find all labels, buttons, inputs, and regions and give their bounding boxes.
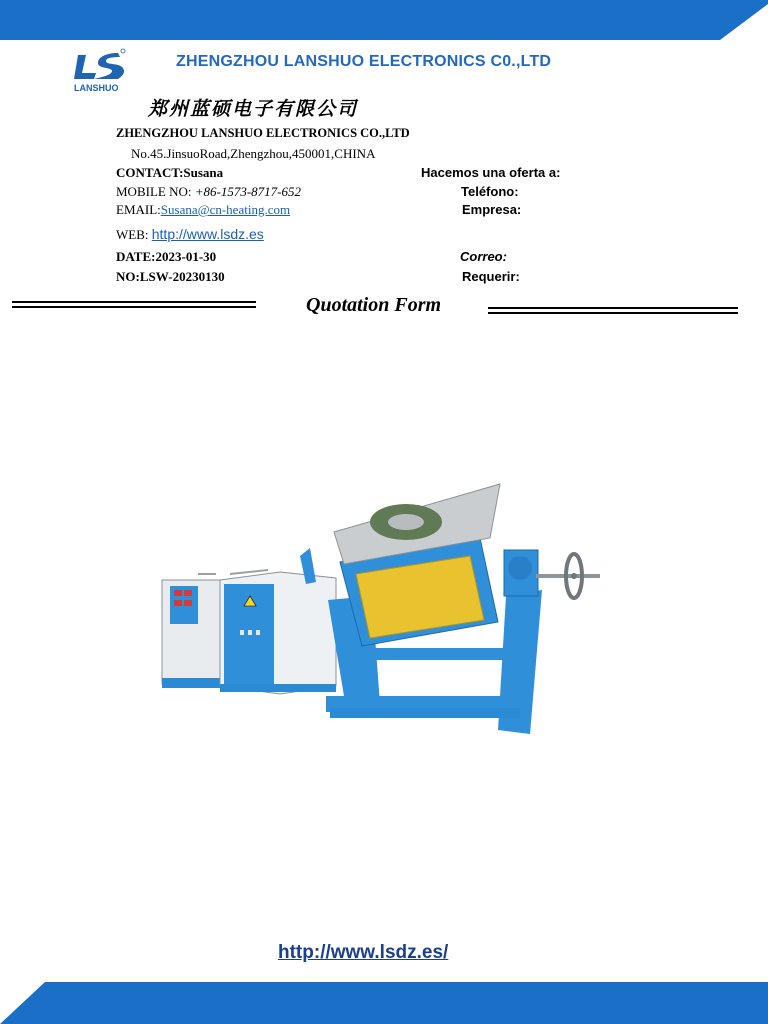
email-row — [116, 202, 290, 218]
date-row — [116, 249, 216, 265]
offer-heading: Hacemos una oferta a: — [421, 165, 561, 180]
title-rule-right-top — [488, 307, 738, 309]
offer-email-label: Correo: — [460, 249, 507, 264]
quotation-form-title: Quotation Form — [306, 294, 442, 316]
date-value: 2023-01-30 — [155, 249, 217, 264]
title-rule-left-bottom — [12, 306, 256, 308]
mobile-row — [116, 184, 301, 200]
number-row — [116, 269, 225, 285]
company-title: ZHENGZHOU LANSHUO ELECTRONICS C0.,LTD — [176, 53, 552, 70]
contact-name: Susana — [183, 165, 224, 180]
date-label: DATE: — [116, 249, 156, 264]
title-rule-left-top — [12, 301, 256, 303]
induction-melting-furnace-illustration — [150, 472, 620, 742]
top-decorative-band — [0, 0, 768, 40]
company-address: No.45.JinsuoRoad,Zhengzhou,450001,CHINA — [131, 146, 376, 161]
lanshuo-logo — [72, 47, 128, 95]
mobile-label: MOBILE NO: — [116, 184, 192, 199]
offer-require-label: Requerir: — [462, 269, 520, 284]
logo-text: LANSHUO — [74, 83, 119, 93]
company-english-name: ZHENGZHOU LANSHUO ELECTRONICS CO.,LTD — [116, 126, 410, 140]
email-label: EMAIL: — [116, 202, 161, 217]
web-label: WEB: — [116, 227, 149, 242]
number-value: LSW-20230130 — [139, 269, 225, 284]
web-link[interactable]: http://www.lsdz.es — [151, 226, 264, 242]
company-chinese-name: 郑州蓝硕电子有限公司 — [148, 98, 359, 120]
number-label: NO: — [116, 269, 140, 284]
bottom-decorative-band — [0, 982, 768, 1024]
title-rule-right-bottom — [488, 312, 738, 314]
web-row — [116, 226, 264, 243]
offer-company-label: Empresa: — [462, 202, 522, 217]
offer-phone-label: Teléfono: — [461, 184, 519, 199]
email-link[interactable]: Susana@cn-heating.com — [160, 202, 291, 217]
contact-row — [116, 165, 223, 181]
footer-website-link[interactable]: http://www.lsdz.es/ — [278, 942, 449, 963]
mobile-value: +86-1573-8717-652 — [194, 184, 301, 199]
contact-label: CONTACT: — [116, 165, 184, 180]
